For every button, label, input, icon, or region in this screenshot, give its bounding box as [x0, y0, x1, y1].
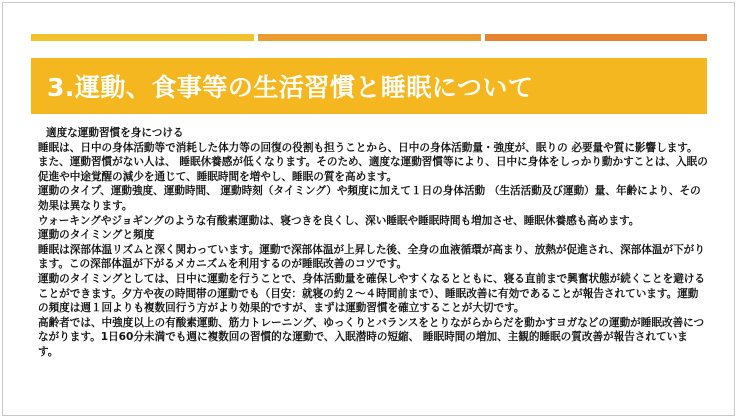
paragraph-body-temperature: 睡眠は深部体温リズムと深く関わっています。運動で深部体温が上昇した後、全身の血液循環が高まり、放熱が促進され、深部体温が下がります。この深部体温が下がるメカニズムを利用するのが睡眠改善のコツです。: [38, 243, 705, 271]
paragraph-exercise-timing: 運動のタイミングとしては、日中に運動を行うことで、身体活動量を確保しやすくなるとともに、寝る直前まで興奮状態が続くことを避けることができます。夕方や夜の時間帯の運動でも（目安：就寝の約２～４時間前まで）、睡眠改善に有効であることが報告されています。運動の頻度は週１回よりも複数回行う方がより効果的ですが、まずは運動習慣を確立することが大切です。: [38, 272, 705, 315]
slide-title: 3.運動、食事等の生活習慣と睡眠について: [47, 73, 534, 102]
accent-bar-dark-orange: [485, 34, 707, 41]
paragraph-activity-effects: 睡眠は、日中の身体活動等で消耗した体力等の回復の役割も担うことから、日中の身体活動量・強度が、眠りの 必要量や質に影響します。また、運動習慣がない人は、 睡眠休養感が低くなります。そのため、適度な運動習慣等により、日中に身体をしっかり動かすことは、入眠の促進や中途覚醒の減少を通じて、睡眠時間を増やし、睡眠の質を高めます。: [38, 141, 708, 183]
section-heading-exercise-habit: 適度な運動習慣を身につける: [46, 127, 184, 139]
slide-body: [38, 126, 708, 360]
paragraph-exercise-factors: 運動のタイプ、運動強度、運動時間、 運動時刻（タイミング）や頻度に加えて１日の身体活動 （生活活動及び運動）量、年齢により、その効果は異なります。: [38, 185, 701, 212]
accent-bar-orange: [258, 34, 481, 41]
paragraph-aerobic-exercise: ウォーキングやジョギングのような有酸素運動は、寝つきを良くし、深い睡眠や睡眠時間も増加させ、睡眠休養感も高めます。: [38, 214, 640, 227]
paragraph-elderly-exercise: 高齢者では、中強度以上の有酸素運動、筋力トレーニング、ゆっくりとバランスをとりながらからだを動かすヨガなどの運動が睡眠改善につながります。1日60分未満でも週に複数回の習慣的な運動で、入眠潜時の短縮、 睡眠時間の増加、主観的睡眠の質改善が報告されています。: [38, 316, 705, 358]
accent-bar-yellow: [31, 34, 254, 41]
section-heading-timing-frequency: 運動のタイミングと頻度: [38, 229, 155, 242]
title-band: [31, 58, 707, 114]
